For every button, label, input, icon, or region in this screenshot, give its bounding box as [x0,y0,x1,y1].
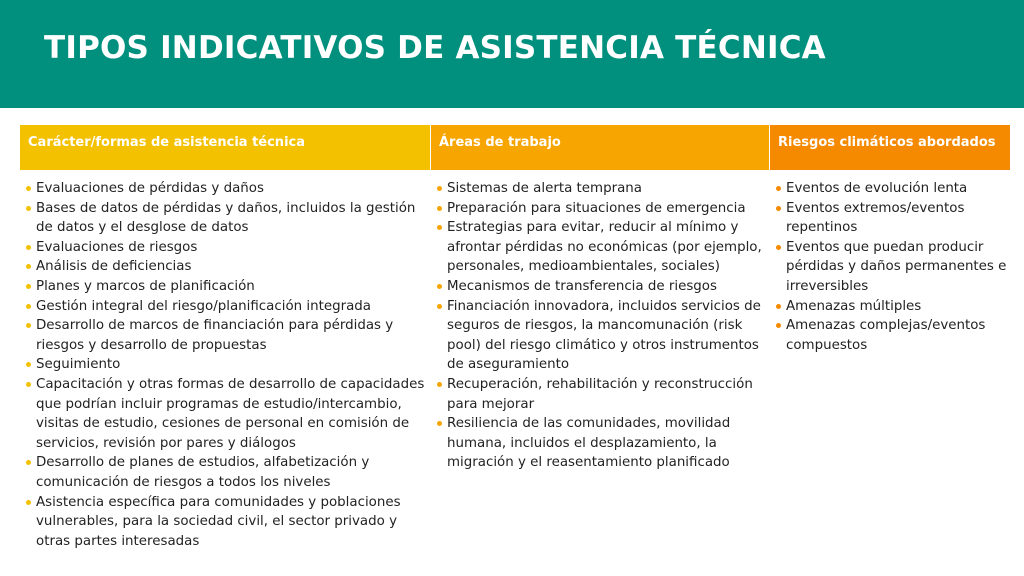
forms-list [26,179,428,551]
bullet-icon [26,382,31,387]
list-item [437,297,767,375]
bullet-icon [776,304,781,309]
bullet-icon [26,323,31,328]
list-item [26,277,428,297]
list-item [776,238,1010,297]
list-item-text: Sistemas de alerta temprana [447,181,642,196]
bullet-icon [437,225,442,230]
bullet-icon [26,264,31,269]
list-item-text: Estrategias para evitar, reducir al mínimo y afrontar pérdidas no económicas (por ejemplo, personales, medioambientales, sociales) [447,220,762,275]
column-body-risks [776,179,1010,355]
list-item [776,199,1010,238]
list-item-text: Desarrollo de marcos de financiación para pérdidas y riesgos y desarrollo de propuestas [36,318,394,353]
list-item [776,179,1010,199]
column-body-forms [26,179,428,551]
list-item [437,218,767,277]
list-item-text: Seguimiento [36,357,121,373]
list-item-text: Evaluaciones de pérdidas y daños [36,181,264,196]
list-item-text: Gestión integral del riesgo/planificación integrada [36,298,372,314]
bullet-icon [437,206,442,211]
title-banner [0,0,1024,108]
list-item [437,414,767,473]
list-item [437,277,767,297]
list-item-text: Mecanismos de transferencia de riesgos [447,278,717,294]
bullet-icon [26,500,31,505]
list-item-text: Evaluaciones de riesgos [36,239,198,255]
bullet-icon [26,362,31,367]
list-item [26,493,428,552]
bullet-icon [776,323,781,328]
assistance-table [20,125,1010,565]
list-item-text: Planes y marcos de planificación [36,278,255,294]
list-item-text: Asistencia específica para comunidades y poblaciones vulnerables, para la sociedad civil, el sector privado y otras partes interesadas [36,494,401,549]
bullet-icon [437,284,442,289]
areas-list [437,179,767,473]
list-item [26,179,428,199]
list-item-text: Financiación innovadora, incluidos servicios de seguros de riesgos, la mancomunación (risk pool) del riesgo climático y otros instrumentos de aseguramiento [447,298,761,373]
list-item [26,375,428,453]
bullet-icon [26,304,31,309]
column-header-risks: Riesgos climáticos abordados [770,125,1010,170]
bullet-icon [26,206,31,211]
list-item-text: Amenazas complejas/eventos compuestos [786,318,986,353]
list-item-text: Amenazas múltiples [786,298,922,314]
column-header-forms: Carácter/formas de asistencia técnica [20,125,430,170]
bullet-icon [26,460,31,465]
list-item-text: Eventos que puedan producir pérdidas y daños permanentes e irreversibles [786,239,1007,294]
page-title: TIPOS INDICATIVOS DE ASISTENCIA TÉCNICA [44,30,826,66]
list-item-text: Eventos de evolución lenta [786,181,968,196]
bullet-icon [26,284,31,289]
bullet-icon [776,245,781,250]
list-item-text: Eventos extremos/eventos repentinos [786,200,965,236]
list-item [26,316,428,355]
list-item [26,297,428,317]
bullet-icon [26,186,31,191]
list-item [26,199,428,238]
bullet-icon [437,304,442,309]
bullet-icon [437,421,442,426]
list-item [437,179,767,199]
list-item-text: Capacitación y otras formas de desarrollo de capacidades que podrían incluir programas de estudio/intercambio, visitas de estudio, cesiones de personal en comisión de servicios, revisión por pares y diálogos [36,376,425,451]
bullet-icon [776,206,781,211]
list-item-text: Preparación para situaciones de emergencia [447,200,746,216]
list-item [26,257,428,277]
list-item [26,355,428,375]
bullet-icon [437,186,442,191]
list-item [437,375,767,414]
risks-list [776,179,1010,355]
column-header-areas: Áreas de trabajo [431,125,769,170]
list-item-text: Recuperación, rehabilitación y reconstrucción para mejorar [447,376,753,412]
list-item-text: Bases de datos de pérdidas y daños, incluidos la gestión de datos y el desglose de datos [36,200,416,236]
list-item-text: Desarrollo de planes de estudios, alfabetización y comunicación de riesgos a todos los niveles [36,455,370,490]
list-item [776,316,1010,355]
bullet-icon [437,382,442,387]
list-item [776,297,1010,317]
list-item [26,238,428,258]
list-item-text: Resiliencia de las comunidades, movilidad humana, incluidos el desplazamiento, la migración y el reasentamiento planificado [447,416,731,471]
list-item [26,453,428,492]
list-item [437,199,767,219]
list-item-text: Análisis de deficiencias [36,259,192,275]
bullet-icon [26,245,31,250]
column-body-areas [437,179,767,473]
bullet-icon [776,186,781,191]
